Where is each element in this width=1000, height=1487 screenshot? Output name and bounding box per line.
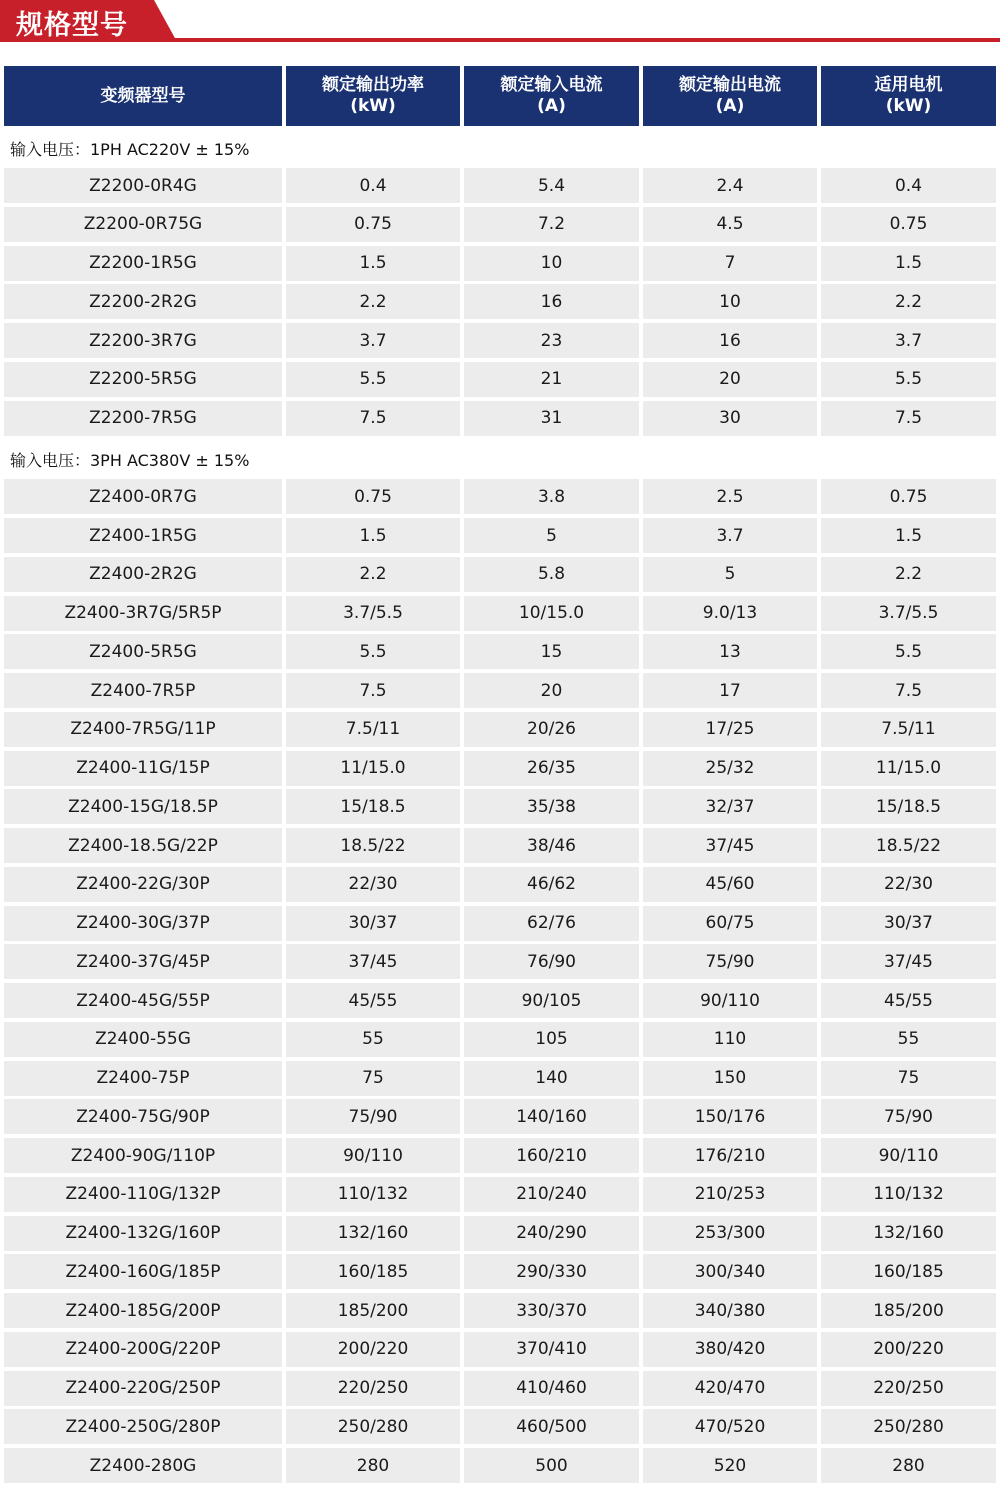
cell-motor: 0.75 (821, 207, 996, 242)
cell-model: Z2400-22G/30P (4, 867, 282, 902)
table-header (4, 66, 996, 126)
cell-output-current: 253/300 (643, 1216, 817, 1251)
cell-output-current: 60/75 (643, 906, 817, 941)
cell-input-current: 23 (464, 323, 639, 358)
table-row (4, 1099, 996, 1134)
cell-input-current: 35/38 (464, 789, 639, 824)
cell-input-current: 290/330 (464, 1254, 639, 1289)
cell-output-current: 45/60 (643, 867, 817, 902)
cell-output-power: 75 (286, 1061, 460, 1096)
table-row (4, 246, 996, 281)
cell-output-power: 1.5 (286, 518, 460, 553)
cell-output-power: 0.75 (286, 479, 460, 514)
cell-model: Z2400-160G/185P (4, 1254, 282, 1289)
header-output-power (286, 66, 460, 126)
cell-model: Z2400-45G/55P (4, 983, 282, 1018)
cell-model: Z2400-3R7G/5R5P (4, 596, 282, 631)
table-row (4, 518, 996, 553)
cell-output-power: 3.7 (286, 323, 460, 358)
cell-model: Z2200-5R5G (4, 362, 282, 397)
table-row (4, 284, 996, 319)
cell-motor: 75/90 (821, 1099, 996, 1134)
cell-motor: 18.5/22 (821, 828, 996, 863)
cell-output-power: 1.5 (286, 246, 460, 281)
cell-model: Z2400-75G/90P (4, 1099, 282, 1134)
table-row (4, 1332, 996, 1367)
header-output-power-unit: (kW) (350, 96, 396, 116)
page-title: 规格型号 (16, 10, 128, 41)
cell-input-current: 3.8 (464, 479, 639, 514)
cell-input-current: 90/105 (464, 983, 639, 1018)
table-row (4, 1177, 996, 1212)
cell-input-current: 370/410 (464, 1332, 639, 1367)
cell-model: Z2400-37G/45P (4, 944, 282, 979)
table-row (4, 1448, 996, 1483)
cell-input-current: 26/35 (464, 751, 639, 786)
table-body (4, 128, 996, 1483)
cell-output-power: 250/280 (286, 1409, 460, 1444)
table-row (4, 362, 996, 397)
cell-output-current: 150/176 (643, 1099, 817, 1134)
cell-output-power: 37/45 (286, 944, 460, 979)
cell-output-current: 176/210 (643, 1138, 817, 1173)
cell-output-power: 55 (286, 1022, 460, 1057)
cell-output-power: 160/185 (286, 1254, 460, 1289)
cell-motor: 75 (821, 1061, 996, 1096)
table-row (4, 557, 996, 592)
cell-motor: 3.7/5.5 (821, 596, 996, 631)
cell-model: Z2200-0R4G (4, 168, 282, 203)
table-row (4, 634, 996, 669)
cell-output-power: 22/30 (286, 867, 460, 902)
table-row (4, 1371, 996, 1406)
cell-motor: 2.2 (821, 284, 996, 319)
table-row (4, 712, 996, 747)
cell-input-current: 140 (464, 1061, 639, 1096)
table-row (4, 1254, 996, 1289)
cell-model: Z2400-0R7G (4, 479, 282, 514)
cell-input-current: 15 (464, 634, 639, 669)
cell-output-current: 25/32 (643, 751, 817, 786)
cell-input-current: 76/90 (464, 944, 639, 979)
cell-output-current: 520 (643, 1448, 817, 1483)
cell-input-current: 5.4 (464, 168, 639, 203)
cell-output-current: 420/470 (643, 1371, 817, 1406)
cell-motor: 55 (821, 1022, 996, 1057)
cell-output-power: 2.2 (286, 284, 460, 319)
table-row (4, 1293, 996, 1328)
cell-output-power: 7.5/11 (286, 712, 460, 747)
cell-motor: 37/45 (821, 944, 996, 979)
cell-output-power: 5.5 (286, 362, 460, 397)
cell-output-power: 132/160 (286, 1216, 460, 1251)
cell-model: Z2400-7R5G/11P (4, 712, 282, 747)
cell-output-power: 90/110 (286, 1138, 460, 1173)
cell-model: Z2400-55G (4, 1022, 282, 1057)
cell-output-current: 470/520 (643, 1409, 817, 1444)
cell-model: Z2200-0R75G (4, 207, 282, 242)
cell-output-power: 5.5 (286, 634, 460, 669)
cell-output-current: 210/253 (643, 1177, 817, 1212)
header-input-current (464, 66, 639, 126)
cell-motor: 1.5 (821, 246, 996, 281)
cell-motor: 1.5 (821, 518, 996, 553)
cell-input-current: 5.8 (464, 557, 639, 592)
cell-output-current: 2.4 (643, 168, 817, 203)
cell-output-current: 17/25 (643, 712, 817, 747)
table-row (4, 168, 996, 203)
cell-output-current: 17 (643, 673, 817, 708)
cell-output-current: 3.7 (643, 518, 817, 553)
cell-input-current: 460/500 (464, 1409, 639, 1444)
header-motor (821, 66, 996, 126)
cell-input-current: 140/160 (464, 1099, 639, 1134)
cell-output-current: 10 (643, 284, 817, 319)
cell-output-power: 2.2 (286, 557, 460, 592)
cell-motor: 220/250 (821, 1371, 996, 1406)
cell-output-current: 16 (643, 323, 817, 358)
table-row (4, 207, 996, 242)
cell-model: Z2400-200G/220P (4, 1332, 282, 1367)
cell-input-current: 20/26 (464, 712, 639, 747)
table-row (4, 479, 996, 514)
cell-motor: 45/55 (821, 983, 996, 1018)
table-row (4, 401, 996, 436)
cell-input-current: 38/46 (464, 828, 639, 863)
cell-model: Z2400-185G/200P (4, 1293, 282, 1328)
cell-model: Z2400-1R5G (4, 518, 282, 553)
cell-input-current: 330/370 (464, 1293, 639, 1328)
section-label: 输入电压：1PH AC220V ± 15% (10, 139, 250, 159)
cell-motor: 7.5/11 (821, 712, 996, 747)
cell-motor: 110/132 (821, 1177, 996, 1212)
table-row (4, 673, 996, 708)
cell-output-power: 75/90 (286, 1099, 460, 1134)
cell-input-current: 46/62 (464, 867, 639, 902)
cell-output-current: 300/340 (643, 1254, 817, 1289)
table-row (4, 1409, 996, 1444)
cell-output-power: 7.5 (286, 401, 460, 436)
cell-model: Z2400-7R5P (4, 673, 282, 708)
cell-output-current: 5 (643, 557, 817, 592)
table-row (4, 789, 996, 824)
cell-input-current: 10/15.0 (464, 596, 639, 631)
cell-output-power: 200/220 (286, 1332, 460, 1367)
table-row (4, 983, 996, 1018)
cell-motor: 22/30 (821, 867, 996, 902)
cell-input-current: 10 (464, 246, 639, 281)
spec-table (4, 66, 996, 1487)
cell-motor: 5.5 (821, 634, 996, 669)
cell-output-current: 7 (643, 246, 817, 281)
cell-input-current: 105 (464, 1022, 639, 1057)
cell-output-power: 30/37 (286, 906, 460, 941)
cell-model: Z2400-280G (4, 1448, 282, 1483)
cell-model: Z2400-2R2G (4, 557, 282, 592)
cell-output-current: 30 (643, 401, 817, 436)
cell-output-power: 0.75 (286, 207, 460, 242)
cell-motor: 30/37 (821, 906, 996, 941)
section-label: 输入电压：3PH AC380V ± 15% (10, 450, 250, 470)
cell-motor: 7.5 (821, 401, 996, 436)
cell-output-current: 340/380 (643, 1293, 817, 1328)
cell-input-current: 210/240 (464, 1177, 639, 1212)
cell-input-current: 62/76 (464, 906, 639, 941)
cell-motor: 7.5 (821, 673, 996, 708)
cell-output-power: 185/200 (286, 1293, 460, 1328)
cell-input-current: 20 (464, 673, 639, 708)
cell-motor: 15/18.5 (821, 789, 996, 824)
table-row (4, 1061, 996, 1096)
cell-motor: 5.5 (821, 362, 996, 397)
cell-input-current: 5 (464, 518, 639, 553)
cell-output-power: 3.7/5.5 (286, 596, 460, 631)
cell-output-current: 9.0/13 (643, 596, 817, 631)
cell-output-current: 2.5 (643, 479, 817, 514)
cell-motor: 200/220 (821, 1332, 996, 1367)
cell-output-current: 90/110 (643, 983, 817, 1018)
cell-output-power: 220/250 (286, 1371, 460, 1406)
table-row (4, 751, 996, 786)
table-row (4, 944, 996, 979)
header-output-power-label: 额定输出功率 (322, 75, 424, 95)
cell-input-current: 7.2 (464, 207, 639, 242)
cell-output-power: 0.4 (286, 168, 460, 203)
cell-output-power: 110/132 (286, 1177, 460, 1212)
header-motor-label: 适用电机 (874, 75, 943, 95)
title-banner (0, 0, 1000, 44)
cell-model: Z2400-220G/250P (4, 1371, 282, 1406)
header-model (4, 66, 282, 126)
cell-output-power: 18.5/22 (286, 828, 460, 863)
cell-motor: 0.4 (821, 168, 996, 203)
cell-model: Z2400-110G/132P (4, 1177, 282, 1212)
cell-model: Z2200-7R5G (4, 401, 282, 436)
cell-motor: 280 (821, 1448, 996, 1483)
cell-input-current: 31 (464, 401, 639, 436)
cell-motor: 185/200 (821, 1293, 996, 1328)
cell-motor: 3.7 (821, 323, 996, 358)
header-output-current-label: 额定输出电流 (679, 75, 781, 95)
cell-output-current: 32/37 (643, 789, 817, 824)
table-row (4, 867, 996, 902)
cell-input-current: 240/290 (464, 1216, 639, 1251)
header-model-label: 变频器型号 (100, 85, 186, 106)
cell-motor: 90/110 (821, 1138, 996, 1173)
cell-output-current: 37/45 (643, 828, 817, 863)
cell-output-current: 110 (643, 1022, 817, 1057)
cell-model: Z2200-2R2G (4, 284, 282, 319)
cell-model: Z2400-75P (4, 1061, 282, 1096)
cell-input-current: 500 (464, 1448, 639, 1483)
cell-model: Z2400-18.5G/22P (4, 828, 282, 863)
cell-output-current: 13 (643, 634, 817, 669)
cell-output-current: 75/90 (643, 944, 817, 979)
cell-motor: 2.2 (821, 557, 996, 592)
cell-output-current: 20 (643, 362, 817, 397)
cell-input-current: 21 (464, 362, 639, 397)
cell-output-power: 11/15.0 (286, 751, 460, 786)
cell-input-current: 16 (464, 284, 639, 319)
cell-input-current: 160/210 (464, 1138, 639, 1173)
cell-model: Z2400-15G/18.5P (4, 789, 282, 824)
cell-model: Z2400-90G/110P (4, 1138, 282, 1173)
cell-motor: 0.75 (821, 479, 996, 514)
cell-input-current: 410/460 (464, 1371, 639, 1406)
cell-motor: 11/15.0 (821, 751, 996, 786)
table-row (4, 323, 996, 358)
cell-model: Z2200-1R5G (4, 246, 282, 281)
cell-motor: 160/185 (821, 1254, 996, 1289)
cell-motor: 132/160 (821, 1216, 996, 1251)
table-row (4, 1022, 996, 1057)
cell-output-current: 150 (643, 1061, 817, 1096)
cell-output-power: 7.5 (286, 673, 460, 708)
cell-model: Z2400-250G/280P (4, 1409, 282, 1444)
table-row (4, 1216, 996, 1251)
table-row (4, 906, 996, 941)
cell-model: Z2400-11G/15P (4, 751, 282, 786)
table-row (4, 828, 996, 863)
table-row (4, 1138, 996, 1173)
cell-output-power: 45/55 (286, 983, 460, 1018)
header-input-current-label: 额定输入电流 (500, 75, 603, 95)
table-row (4, 596, 996, 631)
cell-model: Z2200-3R7G (4, 323, 282, 358)
cell-output-current: 4.5 (643, 207, 817, 242)
cell-motor: 250/280 (821, 1409, 996, 1444)
cell-model: Z2400-5R5G (4, 634, 282, 669)
header-input-current-unit: (A) (537, 96, 566, 116)
header-motor-unit: (kW) (885, 96, 932, 116)
cell-output-current: 380/420 (643, 1332, 817, 1367)
cell-model: Z2400-132G/160P (4, 1216, 282, 1251)
cell-output-power: 15/18.5 (286, 789, 460, 824)
header-output-current (643, 66, 817, 126)
cell-output-power: 280 (286, 1448, 460, 1483)
cell-model: Z2400-30G/37P (4, 906, 282, 941)
header-output-current-unit: (A) (715, 96, 745, 116)
